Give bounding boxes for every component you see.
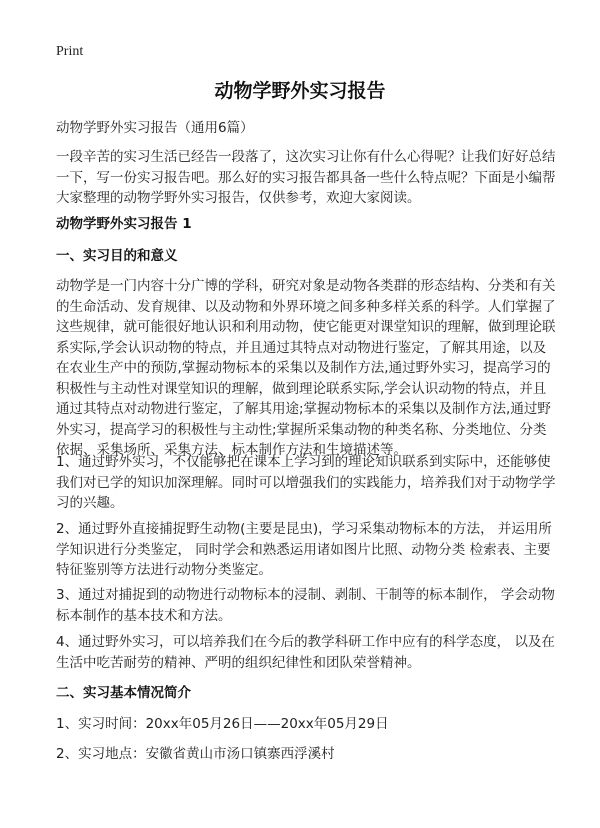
list-item: 4、通过野外实习，可以培养我们在今后的教学科研工作中应有的科学态度， 以及在生活中吃苦耐劳的精神、严明的组织纪律性和团队荣誉精神。 (56, 634, 555, 671)
section-body-purpose: 动物学是一门内容十分广博的学科，研究对象是动物各类群的形态结构、分类和有关的生命活动、发育规律、以及动物和外界环境之间多种多样关系的科学。人们掌握了这些规律，就可能很好地认识和利用动物，使它能更对课堂知识的理解，做到理论联系实际,学会认识动物的特点，并且通过其特点对动物进行鉴定，了解其用途，以及在农业生产中的预防,掌握动物标本的采集以及制作方法,通过野外实习，提高学习的积极性与主动性对课堂知识的理解，做到理论联系实际,学会认识动物的特点，并且通过其特点对动物进行鉴定，了解其用途;掌握动物标本的采集以及制作方法,通过野外实习，提高学习的积极性与主动性;掌握所采集动物的种类名称、分类地位、分类依据、采集场所、采集方法、标本制作方法和生境描述等。 (56, 278, 556, 458)
internship-time: 1、实习时间：20xx年05月26日——20xx年05月29日 (56, 716, 389, 732)
report-heading: 动物学野外实习报告 1 (56, 216, 192, 232)
section-heading-overview: 二、实习基本情况简介 (56, 685, 191, 701)
intro-paragraph: 一段辛苦的实习生活已经告一段落了，这次实习让你有什么心得呢？让我们好好总结一下，写一份实习报告吧。那么好的实习报告都具备一些什么特点呢？下面是小编帮大家整理的动物学野外实习报告，仅供参考，欢迎大家阅读。 (56, 149, 556, 206)
subtitle: 动物学野外实习报告（通用6篇） (56, 120, 254, 136)
list-item: 2、通过野外直接捕捉野生动物(主要是昆虫)，学习采集动物标本的方法， 并运用所学知识进行分类鉴定， 同时学会和熟悉运用诸如图片比照、动物分类 检索表、主要特征鉴别等方法进行动物分类鉴定。 (56, 521, 552, 578)
section-heading-purpose: 一、实习目的和意义 (56, 248, 178, 264)
page-title: 动物学野外实习报告 (214, 80, 386, 102)
list-item: 3、通过对捕捉到的动物进行动物标本的浸制、剥制、干制等的标本制作， 学会动物标本制作的基本技术和方法。 (56, 587, 555, 624)
list-item: 1、通过野外实习，不仅能够把在课本上学习到的理论知识联系到实际中，还能够使我们对已学的知识加深理解。同时可以增强我们的实践能力，培养我们对于动物学学习的兴趣。 (56, 454, 556, 511)
print-link[interactable]: Print (56, 44, 84, 59)
internship-place: 2、实习地点：安徽省黄山市汤口镇寨西浮溪村 (56, 746, 335, 762)
